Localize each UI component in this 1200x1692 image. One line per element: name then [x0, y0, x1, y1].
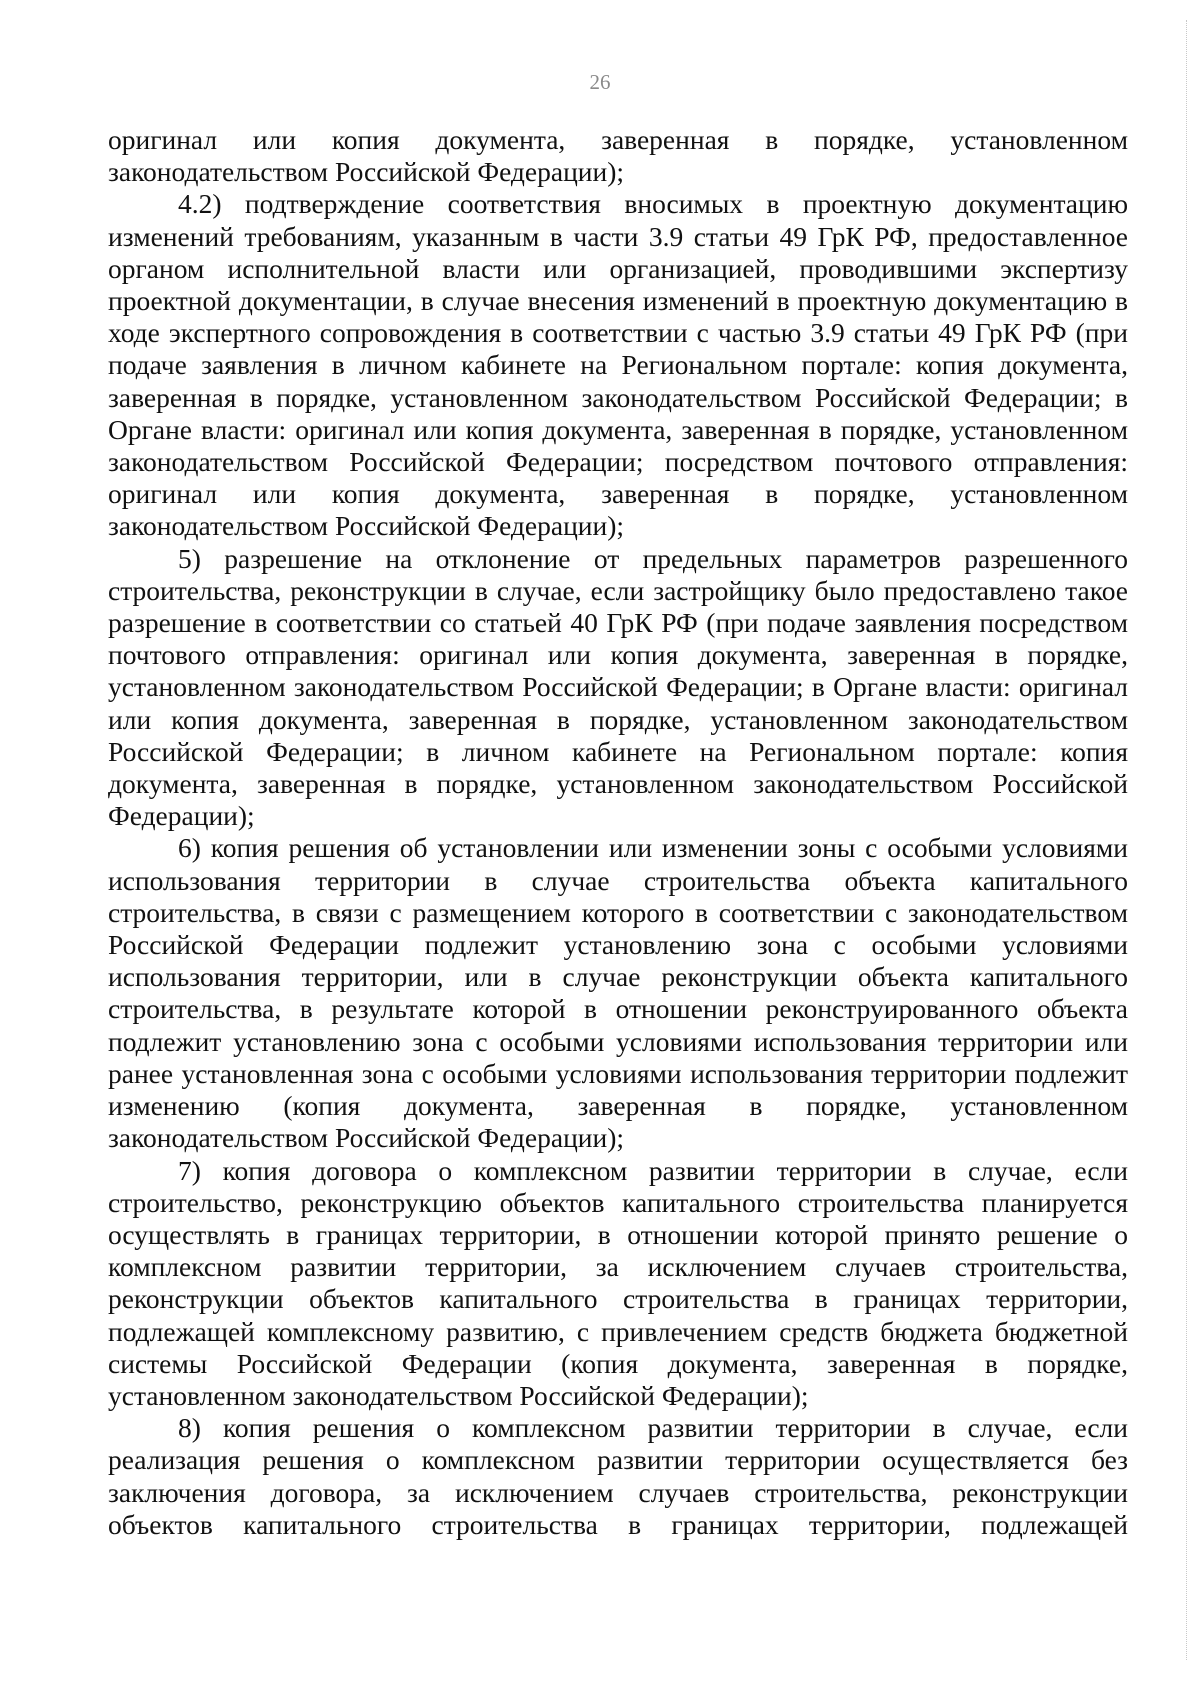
document-body	[108, 124, 1128, 1541]
paragraph-item-4-2: 4.2) подтверждение соответствия вносимых в проектную документацию изменений требованиям, указанным в части 3.9 статьи 49 ГрК РФ, предоставленное органом исполнительной власти или организацией, проводившими экспертизу проектной документации, в случае внесения изменений в проектную документацию в ходе экспертного сопровождения в соответствии с частью 3.9 статьи 49 ГрК РФ (при подаче заявления в личном кабинете на Региональном портале: копия документа, заверенная в порядке, установленном законодательством Российской Федерации; в Органе власти: оригинал или копия документа, заверенная в порядке, установленном законодательством Российской Федерации; посредством почтового отправления: оригинал или копия документа, заверенная в порядке, установленном законодательством Российской Федерации);	[108, 188, 1128, 542]
paragraph-item-6: 6) копия решения об установлении или изменении зоны с особыми условиями использования территории в случае строительства объекта капитального строительства, в связи с размещением которого в соответствии с законодательством Российской Федерации подлежит установлению зона с особыми условиями использования территории, или в случае реконструкции объекта капитального строительства, в результате которой в отношении реконструированного объекта подлежит установлению зона с особыми условиями использования территории или ранее установленная зона с особыми условиями использования территории подлежит изменению (копия документа, заверенная в порядке, установленном законодательством Российской Федерации);	[108, 832, 1128, 1154]
paragraph-continuation: оригинал или копия документа, заверенная в порядке, установленном законодательством Российской Федерации);	[108, 124, 1128, 188]
paragraph-item-7: 7) копия договора о комплексном развитии территории в случае, если строительство, реконструкцию объектов капитального строительства планируется осуществлять в границах территории, в отношении которой принято решение о комплексном развитии территории, за исключением случаев строительства, реконструкции объектов капитального строительства в границах территории, подлежащей комплексному развитию, с привлечением средств бюджета бюджетной системы Российской Федерации (копия документа, заверенная в порядке, установленном законодательством Российской Федерации);	[108, 1154, 1128, 1411]
paragraph-item-5: 5) разрешение на отклонение от предельных параметров разрешенного строительства, реконструкции в случае, если застройщику было предоставлено такое разрешение в соответствии со статьей 40 ГрК РФ (при подаче заявления посредством почтового отправления: оригинал или копия документа, заверенная в порядке, установленном законодательством Российской Федерации; в Органе власти: оригинал или копия документа, заверенная в порядке, установленном законодательством Российской Федерации; в личном кабинете на Региональном портале: копия документа, заверенная в порядке, установленном законодательством Российской Федерации);	[108, 542, 1128, 832]
page-number: 26	[589, 70, 611, 94]
paragraph-item-8: 8) копия решения о комплексном развитии территории в случае, если реализация решения о комплексном развитии территории осуществляется без заключения договора, за исключением случаев строительства, реконструкции объектов капитального строительства в границах территории, подлежащей	[108, 1412, 1128, 1540]
scan-edge-line	[1186, 20, 1187, 1660]
